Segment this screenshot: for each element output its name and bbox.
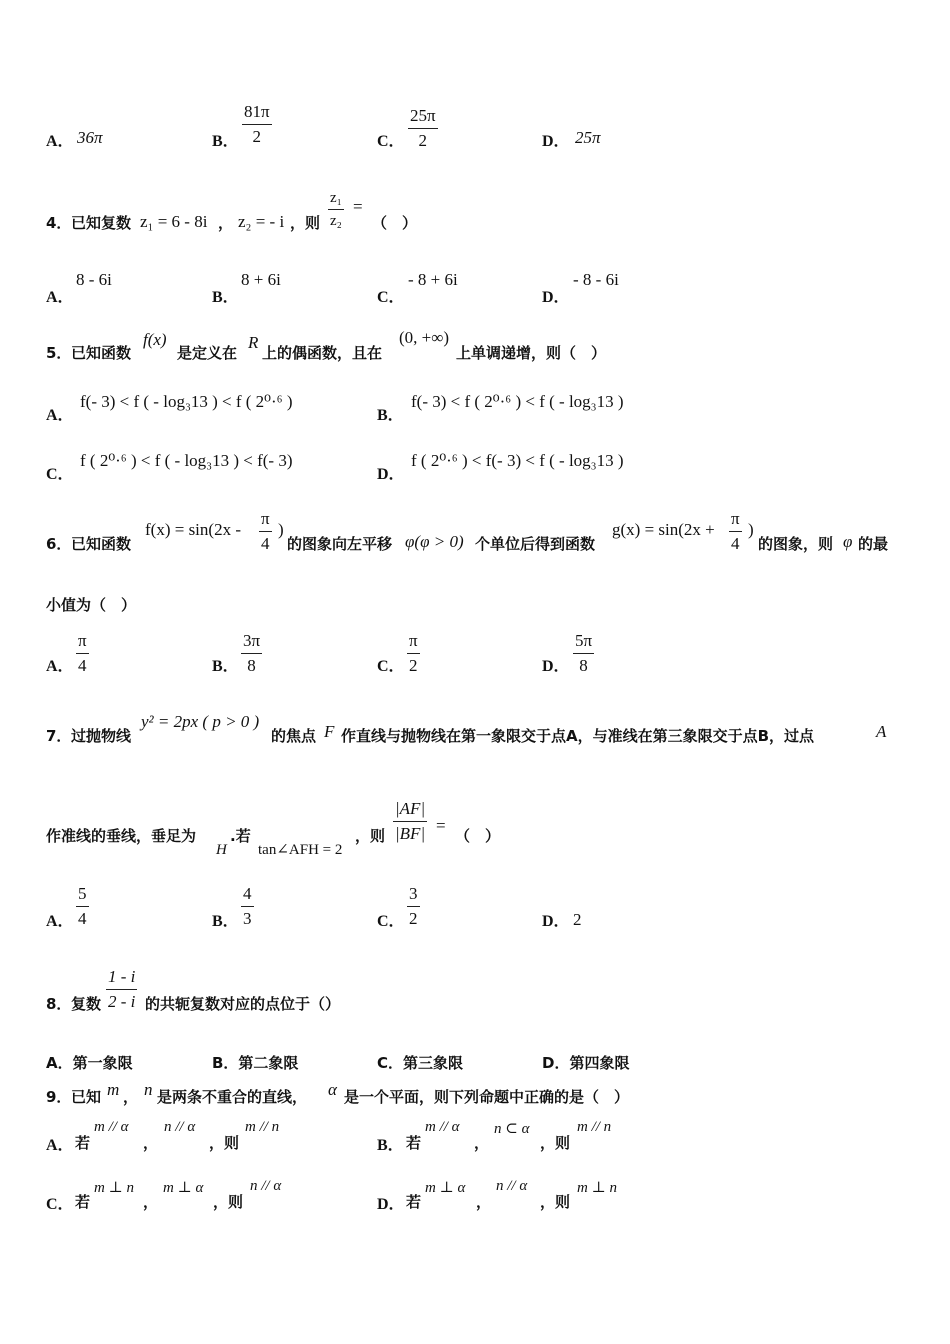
q9-number: 9． <box>46 1088 72 1106</box>
q6-option-a-fraction <box>76 630 89 677</box>
q6-option-b-num: 3π <box>241 630 262 654</box>
q6-f-fraction-den: 4 <box>261 534 270 553</box>
q6-text-5: 的最 <box>858 535 889 553</box>
q4-paren: （ ） <box>372 214 418 232</box>
q7-option-c-fraction <box>407 883 420 930</box>
q6-option-d-num: 5π <box>573 630 594 654</box>
q7-text-3: 作直线与抛物线在第一象限交于点A，与准线在第三象限交于点B，过点 <box>341 727 815 745</box>
q8-fraction-num: 1 - i <box>106 966 137 990</box>
q8-fraction-den: 2 - i <box>108 992 136 1011</box>
q6-option-b-fraction <box>241 630 262 677</box>
q7-option-b-den: 3 <box>243 909 252 928</box>
q6-option-c-fraction <box>407 630 420 677</box>
q3-option-b-fraction <box>242 101 272 148</box>
q8-option-d: D．第四象限 <box>542 1054 630 1072</box>
q5-R: R <box>248 333 259 352</box>
q6-text-3: 个单位后得到函数 <box>475 535 596 553</box>
q5-text-1: 已知函数 <box>71 344 132 362</box>
q4-fraction-num: z₁ <box>328 188 344 210</box>
q5-text-4: 上单调递增，则（ ） <box>456 344 607 362</box>
q6-phi: φ(φ > 0) <box>405 532 464 551</box>
q4-option-d-value: - 8 - 6i <box>573 270 619 289</box>
q4-option-d-label: D． <box>542 289 570 306</box>
q7-text-4: 作准线的垂线，垂足为 <box>46 827 197 845</box>
q7-option-a-num: 5 <box>76 883 89 907</box>
q6-text-1: 已知函数 <box>71 535 132 553</box>
q9-option-b-ruo: 若 <box>406 1134 422 1152</box>
q3-option-d-value: 25π <box>575 128 601 147</box>
q5-option-a-label: A． <box>46 407 74 424</box>
q7-option-a-label: A． <box>46 913 74 930</box>
q6-g-close: ) <box>748 520 754 539</box>
q7-option-a-den: 4 <box>78 909 87 928</box>
q9-option-d-cond-1: m ⊥ α <box>425 1180 466 1196</box>
q6-option-d-fraction <box>573 630 594 677</box>
q9-option-d-label: D． <box>377 1196 405 1213</box>
q9-option-a-sep: ， <box>143 1134 159 1152</box>
q4-text-1: 已知复数 <box>71 214 132 232</box>
q3-option-b-label: B． <box>212 133 239 150</box>
q6-option-b-den: 8 <box>247 656 256 675</box>
q6-option-d-den: 8 <box>579 656 588 675</box>
q9-option-c-sep: ， <box>143 1193 159 1211</box>
q6-option-c-label: C． <box>377 658 405 675</box>
q9-option-b-conclusion: m // n <box>577 1119 612 1135</box>
q7-option-c-num: 3 <box>407 883 420 907</box>
q7-option-b-fraction <box>241 883 254 930</box>
q8-text-2: 的共轭复数对应的点位于（） <box>145 995 341 1013</box>
q9-text-3: 是一个平面，则下列命题中正确的是（ ） <box>344 1088 630 1106</box>
q9-option-a-conclusion: m // n <box>245 1119 280 1135</box>
q3-option-b-num: 81π <box>242 101 272 125</box>
q7-parabola: y² = 2px ( p > 0 ) <box>141 712 260 731</box>
q5-option-b-label: B． <box>377 407 404 424</box>
q6-text-2: 的图象向左平移 <box>287 535 393 553</box>
q3-option-a-value: 36π <box>77 128 103 147</box>
q7-option-b-label: B． <box>212 913 239 930</box>
q3-option-a-label: A． <box>46 133 74 150</box>
q8-number: 8． <box>46 995 72 1013</box>
q9-option-a-ze: ，则 <box>209 1134 240 1152</box>
q5-option-d-value: f ( 2⁰·⁶ ) < f(- 3) < f ( - log₃13 ) <box>411 451 624 470</box>
q4-fraction <box>328 188 344 231</box>
q9-m: m <box>107 1080 120 1099</box>
q9-option-c-label: C． <box>46 1196 74 1213</box>
q7-option-b-num: 4 <box>241 883 254 907</box>
q6-number: 6． <box>46 535 72 553</box>
q7-option-c-den: 2 <box>409 909 418 928</box>
q9-option-d-sep: ， <box>476 1193 492 1211</box>
q6-g-expr: g(x) = sin(2x + <box>612 520 715 539</box>
q8-fraction <box>106 966 137 1013</box>
q6-f-fraction <box>259 508 272 555</box>
q9-option-b-cond-1: m // α <box>425 1119 460 1135</box>
q5-text-2: 是定义在 <box>177 344 238 362</box>
q6-option-c-num: π <box>407 630 420 654</box>
q5-option-a-value: f(- 3) < f ( - log₃13 ) < f ( 2⁰·⁶ ) <box>80 392 293 411</box>
q4-z1: z₁ = 6 - 8i <box>140 212 208 231</box>
q9-option-a-cond-2: n // α <box>164 1119 196 1135</box>
q8-text-1: 复数 <box>71 995 102 1013</box>
q3-option-b-den: 2 <box>252 127 262 146</box>
q4-option-b-label: B． <box>212 289 239 306</box>
q9-option-a-ruo: 若 <box>75 1134 91 1152</box>
q9-comma: ， <box>123 1088 139 1106</box>
q9-option-c-cond-1: m ⊥ n <box>94 1180 134 1196</box>
q9-alpha: α <box>328 1080 337 1099</box>
q6-option-a-den: 4 <box>78 656 87 675</box>
q7-fraction <box>393 798 427 845</box>
q6-option-b-label: B． <box>212 658 239 675</box>
q4-number: 4． <box>46 214 72 232</box>
q7-H: H <box>216 842 227 858</box>
q4-option-c-label: C． <box>377 289 405 306</box>
q4-option-a-value: 8 - 6i <box>76 270 112 289</box>
q5-option-b-value: f(- 3) < f ( 2⁰·⁶ ) < f ( - log₃13 ) <box>411 392 624 411</box>
q9-option-b-sep: ， <box>474 1134 490 1152</box>
q3-option-c-label: C． <box>377 133 405 150</box>
q5-text-3: 上的偶函数，且在 <box>262 344 383 362</box>
q9-option-c-cond-2: m ⊥ α <box>163 1180 204 1196</box>
q8-option-b: B．第二象限 <box>212 1054 299 1072</box>
q7-tan: tan∠AFH = 2 <box>258 842 343 858</box>
q5-option-c-value: f ( 2⁰·⁶ ) < f ( - log₃13 ) < f(- 3) <box>80 451 293 470</box>
q4-z2: z₂ = - i <box>238 212 285 231</box>
q9-option-c-ze: ，则 <box>213 1193 244 1211</box>
q8-option-a: A．第一象限 <box>46 1054 133 1072</box>
q8-option-c: C．第三象限 <box>377 1054 464 1072</box>
q5-function: f(x) <box>143 330 167 349</box>
q7-option-d-label: D． <box>542 913 570 930</box>
q6-option-d-label: D． <box>542 658 570 675</box>
q3-option-c-den: 2 <box>418 131 428 150</box>
q9-option-d-ruo: 若 <box>406 1193 422 1211</box>
q4-option-c-value: - 8 + 6i <box>408 270 458 289</box>
q7-number: 7． <box>46 727 72 745</box>
q4-option-b-value: 8 + 6i <box>241 270 281 289</box>
q3-option-d-label: D． <box>542 133 570 150</box>
q7-text-6: ，则 <box>355 827 386 845</box>
q6-g-fraction-den: 4 <box>731 534 740 553</box>
q5-interval: (0, +∞) <box>399 328 450 347</box>
q7-text-5: .若 <box>230 827 251 845</box>
q6-f-expr: f(x) = sin(2x - <box>145 520 241 539</box>
q9-option-d-ze: ，则 <box>540 1193 571 1211</box>
q6-option-a-num: π <box>76 630 89 654</box>
q9-option-b-ze: ，则 <box>540 1134 571 1152</box>
q7-option-a-fraction <box>76 883 89 930</box>
q6-option-c-den: 2 <box>409 656 418 675</box>
q7-option-d-value: 2 <box>573 910 582 929</box>
q9-n: n <box>144 1080 153 1099</box>
q9-option-b-cond-2: n ⊂ α <box>494 1121 530 1137</box>
q4-comma: ， <box>218 214 234 232</box>
q6-g-fraction <box>729 508 742 555</box>
q7-fraction-den: |BF| <box>395 824 426 843</box>
q7-focus-F: F <box>324 722 335 741</box>
q6-text-6: 小值为（ ） <box>46 596 137 614</box>
q9-option-a-label: A． <box>46 1137 74 1154</box>
q6-g-fraction-num: π <box>729 508 742 532</box>
q7-fraction-num: |AF| <box>393 798 427 822</box>
q6-phi-2: φ <box>843 532 853 551</box>
q4-text-2: ，则 <box>290 214 321 232</box>
q4-option-a-label: A． <box>46 289 74 306</box>
q9-option-b-label: B． <box>377 1137 404 1154</box>
q6-f-close: ) <box>278 520 284 539</box>
q4-equals: = <box>353 197 363 216</box>
q9-text-1: 已知 <box>71 1088 102 1106</box>
q7-text-2: 的焦点 <box>271 727 317 745</box>
q7-option-c-label: C． <box>377 913 405 930</box>
q9-text-2: 是两条不重合的直线， <box>157 1088 308 1106</box>
q9-option-d-conclusion: m ⊥ n <box>577 1180 617 1196</box>
q7-paren: （ ） <box>455 827 501 845</box>
q9-option-c-conclusion: n // α <box>250 1178 282 1194</box>
q9-option-c-ruo: 若 <box>75 1193 91 1211</box>
q6-text-4: 的图象，则 <box>758 535 834 553</box>
q7-text-1: 过抛物线 <box>71 727 132 745</box>
q7-point-A: A <box>876 722 887 741</box>
q7-equals: = <box>436 816 446 835</box>
q3-option-c-fraction <box>408 105 438 152</box>
q3-option-c-num: 25π <box>408 105 438 129</box>
q4-fraction-den: z₂ <box>330 213 342 229</box>
q5-option-c-label: C． <box>46 466 74 483</box>
q9-option-d-cond-2: n // α <box>496 1178 528 1194</box>
q6-option-a-label: A． <box>46 658 74 675</box>
q9-option-a-cond-1: m // α <box>94 1119 129 1135</box>
q5-number: 5． <box>46 344 72 362</box>
q6-f-fraction-num: π <box>259 508 272 532</box>
q5-option-d-label: D． <box>377 466 405 483</box>
